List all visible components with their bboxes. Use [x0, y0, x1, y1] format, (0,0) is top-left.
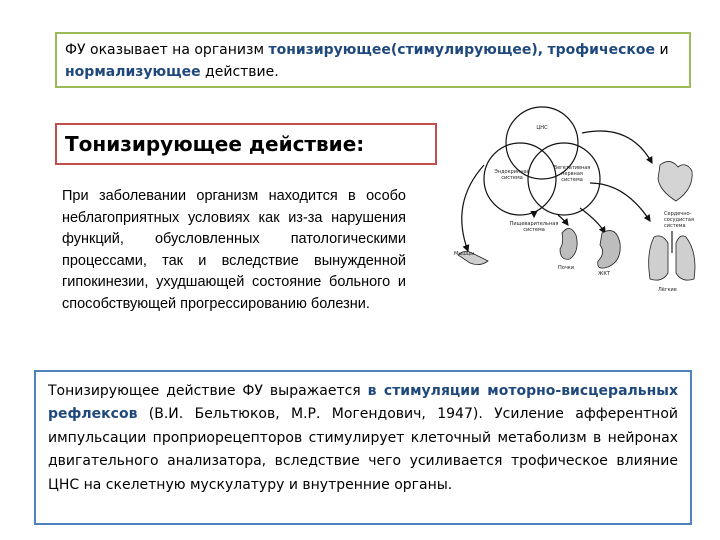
arrow-to-stomach — [580, 208, 605, 233]
intro-highlight-trophic: трофическое — [547, 42, 655, 58]
heart-icon — [658, 161, 692, 201]
intro-highlight-toning: тонизирующее(стимулирующее), — [268, 42, 544, 58]
arrow-to-kidney — [558, 215, 568, 225]
lung-left-icon — [649, 236, 668, 280]
endocrine-label: система — [501, 175, 523, 181]
vegetative-label: Вегетативная — [553, 165, 591, 171]
section-heading: Тонизирующее действие: — [55, 123, 437, 165]
toning-text: Тонизирующее действие ФУ выражается — [48, 383, 368, 399]
intro-text: действие. — [200, 64, 279, 80]
vegetative-label: нервная — [561, 171, 583, 177]
kidney-icon — [560, 228, 577, 259]
cns-label: ЦНС — [536, 125, 548, 131]
lung-right-icon — [676, 236, 695, 280]
disease-paragraph: При заболевании организм находится в особо неблагоприятных условиях как из-за нарушения функций, обусловленных патологическими процессами, так и вследствие вынужденной гипокинезии, ухудшающей состояние больного и способствующей прогрессированию болезни. — [62, 188, 406, 312]
gi-label: ЖКТ — [598, 271, 610, 277]
muscles-label: Мышцы — [454, 251, 475, 257]
intro-text: и — [655, 42, 669, 58]
toning-text: (В.И. Бельтюков, М.Р. Могендович, 1947). Усиление афферентной импульсации проприорецепторов стимулирует клеточный метаболизм в нейронах двигательного анализатора, вследствие чего усиливается трофическое влияние ЦНС на скелетную мускулатуру и внутренние органы. — [48, 406, 678, 493]
toning-effect-box — [34, 370, 692, 525]
digestive-label: Пищеварительная — [509, 221, 559, 227]
organ-systems-diagram — [440, 103, 716, 301]
toning-highlight: в стимуляции моторно-висцеральных рефлексов — [48, 383, 678, 423]
vegetative-label: система — [561, 177, 583, 183]
cardio-label: сосудистая — [664, 217, 694, 223]
endocrine-label: Эндокринная — [494, 169, 530, 175]
intro-box — [55, 32, 691, 88]
cardio-label: система — [664, 223, 686, 229]
arrow-to-heart — [582, 131, 652, 163]
stomach-icon — [598, 231, 621, 269]
cardio-label: Сердечно- — [664, 211, 692, 217]
kidneys-label: Почки — [558, 265, 575, 271]
lungs-label: Лёгкие — [658, 287, 677, 293]
intro-highlight-normalizing: нормализующее — [65, 64, 201, 80]
digestive-label: система — [523, 227, 545, 233]
intro-text: ФУ оказывает на организм — [65, 42, 269, 58]
arrow-to-muscles — [462, 165, 484, 251]
